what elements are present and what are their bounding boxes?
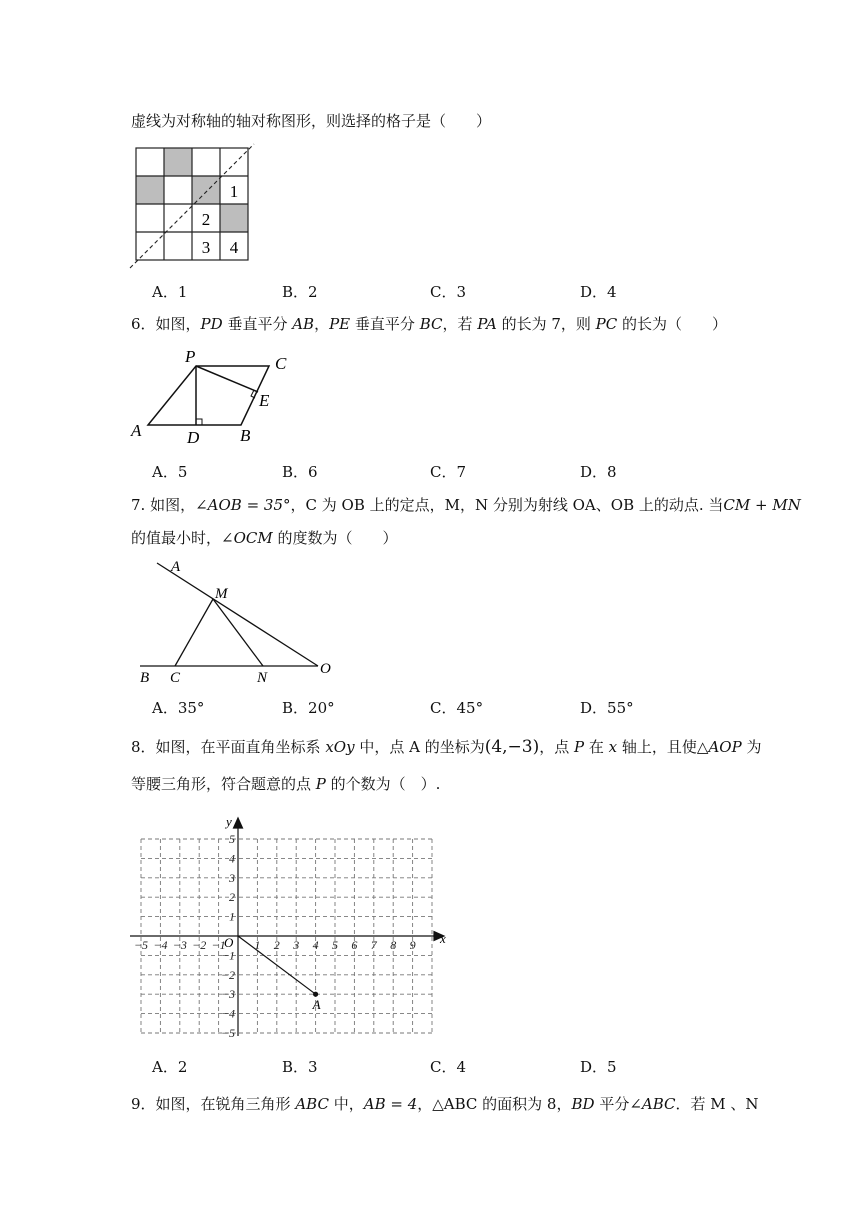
point-p: P [315,775,326,793]
label-e: E [259,391,270,410]
q8-text: 的个数为（ ）. [325,775,441,793]
point-p: P [574,738,585,756]
y-axis-arrow-icon [234,818,243,828]
x-tick-label: 3 [293,938,300,952]
q6-text: 垂直平分 [222,315,293,333]
q9-text: ．若 M 、N [675,1095,759,1113]
label-d: D [187,428,200,447]
ab-eq: AB = 4 [363,1095,418,1113]
q6-option-b[interactable]: B．6 [282,463,318,481]
y-tick-label: 1 [229,909,235,924]
y-tick-label: −3 [220,987,235,1002]
q8-option-a[interactable]: A．2 [152,1058,188,1076]
shaded-cell [220,204,248,232]
q9-text: ，△ABC 的面积为 8， [417,1095,572,1113]
y-tick-label: −2 [220,967,235,982]
y-tick-label: −4 [220,1006,235,1021]
q6-option-c[interactable]: C．7 [430,463,467,481]
label-a: A [312,997,321,1013]
q8-coordinate-figure [120,800,460,1048]
seg-bd: BD [571,1095,595,1113]
x-tick-label: 6 [351,938,358,952]
q5-option-a[interactable]: A．1 [152,283,188,301]
label-a: A [131,421,142,440]
cell-label-3: 3 [201,238,211,257]
q7-stem-line1 [131,495,801,515]
y-tick-label: 2 [229,890,235,905]
x-tick-label: 1 [254,938,261,952]
x-tick-label: 4 [312,938,319,952]
q6-stem [131,314,727,334]
x-tick-label: −3 [172,938,187,952]
y-tick-label: −5 [220,1026,235,1040]
triangle-abc: ABC [295,1095,329,1113]
x-tick-label: −2 [192,938,207,952]
q8-text: ，点 [539,738,575,756]
q6-parallelogram-figure [128,344,298,448]
angle-aob: ∠AOB = 35° [195,496,291,514]
shaded-cell [192,176,220,204]
triangle-aop: △AOP [696,738,742,756]
q8-text: 等腰三角形，符合题意的点 [131,775,316,793]
origin-label: O [224,935,234,950]
q9-stem [131,1094,759,1114]
q6-num: 6．如图， [131,315,201,333]
q8-num: 8．如图，在平面直角坐标系 [131,738,326,756]
seg-pe: PE [329,315,351,333]
q8-stem-line2 [131,774,440,794]
seg-pd: PD [200,315,223,333]
cell-label-1: 1 [229,182,239,201]
angle-abc: ∠ABC [629,1095,676,1113]
q9-num: 9．如图，在锐角三角形 [131,1095,296,1113]
label-m: M [215,586,228,602]
q7-num: 7. 如图， [131,496,196,514]
y-tick-label: −1 [220,948,235,963]
y-tick-label: 4 [229,851,235,866]
x-tick-label: −5 [133,938,149,952]
y-tick-label: 3 [229,870,235,885]
q7-option-d[interactable]: D．55° [580,699,634,717]
q7-angle-figure [135,560,335,688]
q5-option-c[interactable]: C．3 [430,283,467,301]
q5-option-d[interactable]: D．4 [580,283,617,301]
q7-text: ，C 为 OB 上的定点，M，N 分别为射线 OA、OB 上的动点. 当 [290,496,724,514]
q7-option-a[interactable]: A．35° [152,699,205,717]
q7-text: 的度数为（ ） [272,529,398,547]
coord-a: (4,−3) [484,737,540,757]
q5-grid-figure [128,142,258,272]
q8-option-d[interactable]: D．5 [580,1058,617,1076]
label-c: C [275,354,287,373]
q8-text: 为 [741,738,762,756]
y-axis-label: y [226,814,232,829]
q6-text: ，若 [442,315,478,333]
seg-pc: PC [595,315,618,333]
q7-option-b[interactable]: B．20° [282,699,335,717]
label-b: B [140,670,150,686]
cell-label-2: 2 [201,210,211,229]
x-tick-label: −4 [153,938,168,952]
q7-text: 的值最小时， [131,529,222,547]
label-b: B [240,426,251,445]
q8-option-b[interactable]: B．3 [282,1058,318,1076]
label-c: C [170,670,181,686]
seg-bc: BC [419,315,443,333]
x-axis-label: x [440,931,446,946]
q5-stem-tail: 虚线为对称轴的轴对称图形，则选择的格子是（ ） [131,112,492,130]
q8-text: 中，点 A 的坐标为 [354,738,485,756]
q6-option-d[interactable]: D．8 [580,463,617,481]
label-n: N [257,670,268,686]
q8-text: 轴上，且使 [617,738,697,756]
shaded-cell [164,148,192,176]
q9-text: 平分 [594,1095,630,1113]
angle-ocm: ∠OCM [221,529,273,547]
q7-stem-line2 [131,528,398,548]
q6-text: 垂直平分 [350,315,420,333]
label-p: P [185,347,196,366]
q9-text: 中， [328,1095,364,1113]
x-tick-label: 7 [370,938,377,952]
q6-text: 的长为 7，则 [496,315,596,333]
point-a [313,992,318,997]
label-o: O [320,661,331,677]
q6-text: 的长为（ ） [617,315,728,333]
y-tick-label: 5 [229,832,235,846]
q8-text: 在 [584,738,609,756]
cell-label-4: 4 [229,238,239,257]
q5-option-b[interactable]: B．2 [282,283,318,301]
seg-ab: AB [292,315,315,333]
q6-option-a[interactable]: A．5 [152,463,188,481]
seg-pa: PA [477,315,497,333]
q7-option-c[interactable]: C．45° [430,699,484,717]
x-tick-label: −1 [211,938,226,952]
x-var: x [608,738,618,756]
expr-cm-mn: CM + MN [723,496,801,514]
x-tick-label: 5 [332,938,338,952]
x-tick-label: 8 [390,938,397,952]
x-tick-label: 9 [409,938,416,952]
label-a: A [171,560,181,575]
xoy: xOy [325,738,355,756]
q8-stem-line1 [131,737,761,757]
q6-text: ， [314,315,330,333]
x-tick-label: 2 [273,938,280,952]
shaded-cell [136,176,164,204]
q8-option-c[interactable]: C．4 [430,1058,467,1076]
